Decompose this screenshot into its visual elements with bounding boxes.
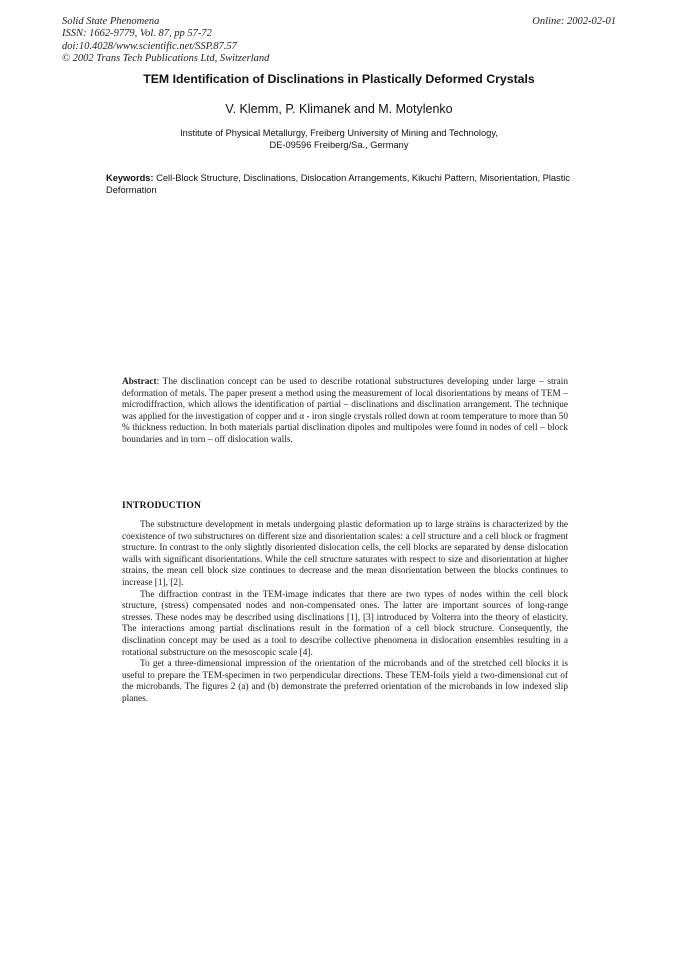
paragraph: The diffraction contrast in the TEM-image indicates that there are two types of nodes within the cell block structure, (stress) compensated nodes and non-compensated ones. The latter are important sources of long-range stresses. These nodes may be described using disclinations [1], [3] introduced by Volterra into the theory of elasticity. The interactions among partial disclinations result in the formation of a cell block structure. Consequently, the disclination concept may be used as a tool to describe collective phenomena in dislocation ensembles resulting in a rotational substructure on the mesoscopic scale [4]. — [122, 589, 568, 658]
journal-name: Solid State Phenomena — [62, 16, 160, 27]
introduction-body — [122, 520, 568, 706]
affiliation-line: DE-09596 Freiberg/Sa., Germany — [269, 140, 409, 150]
paper-authors: V. Klemm, P. Klimanek and M. Motylenko — [225, 102, 453, 116]
copyright-line: © 2002 Trans Tech Publications Ltd, Switzerland — [62, 52, 270, 64]
keywords-block — [106, 172, 586, 196]
keywords-label: Keywords: — [106, 173, 154, 183]
abstract-text: : The disclination concept can be used to describe rotational substructures developing under large – strain deformation of metals. The paper present a method using the measurement of local disorientations by means of TEM – microdiffraction, which allows the identification of partial – disclinations and disclination arrangement. The technique was applied for the investigation of copper and α - iron single crystals rolled down at room temperature to more than 50 % thickness reduction. In both materials partial disclination dipoles and multipoles were found in nodes of cell – block boundaries and in torn – off dislocation walls. — [122, 377, 568, 445]
issn-line: ISSN: 1662-9779, Vol. 87, pp 57-72 — [62, 28, 212, 40]
author-affiliation — [0, 127, 678, 151]
abstract-label: Abstract — [122, 377, 157, 387]
online-date: Online: 2002-02-01 — [532, 16, 616, 27]
abstract-block — [122, 377, 568, 447]
paper-title: TEM Identification of Disclinations in Plastically Deformed Crystals — [143, 72, 535, 86]
paragraph: The substructure development in metals undergoing plastic deformation up to large strains is characterized by the coexistence of two substructures on different size and disorientation scales: a cell structure and a cell block or fragment structure. In contrast to the only slightly disoriented dislocation cells, the cell blocks are separated by dense dislocation walls with significant disorientations. While the cell structure saturates with respect to size and disorientation at higher strains, the mean cell block size continues to decrease and the mean disorientation between the blocks continues to increase [1], [2]. — [122, 520, 568, 588]
section-heading-introduction: INTRODUCTION — [122, 500, 202, 511]
keywords-text: Cell-Block Structure, Disclinations, Dislocation Arrangements, Kikuchi Pattern, Misorientation, Plastic Deformation — [106, 173, 571, 195]
doi-line: doi:10.4028/www.scientific.net/SSP.87.57 — [62, 40, 237, 52]
paragraph: To get a three-dimensional impression of the orientation of the microbands and of the stretched cell blocks it is useful to prepare the TEM-specimen in two perpendicular directions. These TEM-foils yield a two-dimensional cut of the microbands. The figures 2 (a) and (b) demonstrate the preferred orientation of the microbands in low indexed slip planes. — [122, 659, 568, 704]
affiliation-line: Institute of Physical Metallurgy, Freiberg University of Mining and Technology, — [180, 128, 498, 138]
journal-info — [62, 16, 402, 65]
